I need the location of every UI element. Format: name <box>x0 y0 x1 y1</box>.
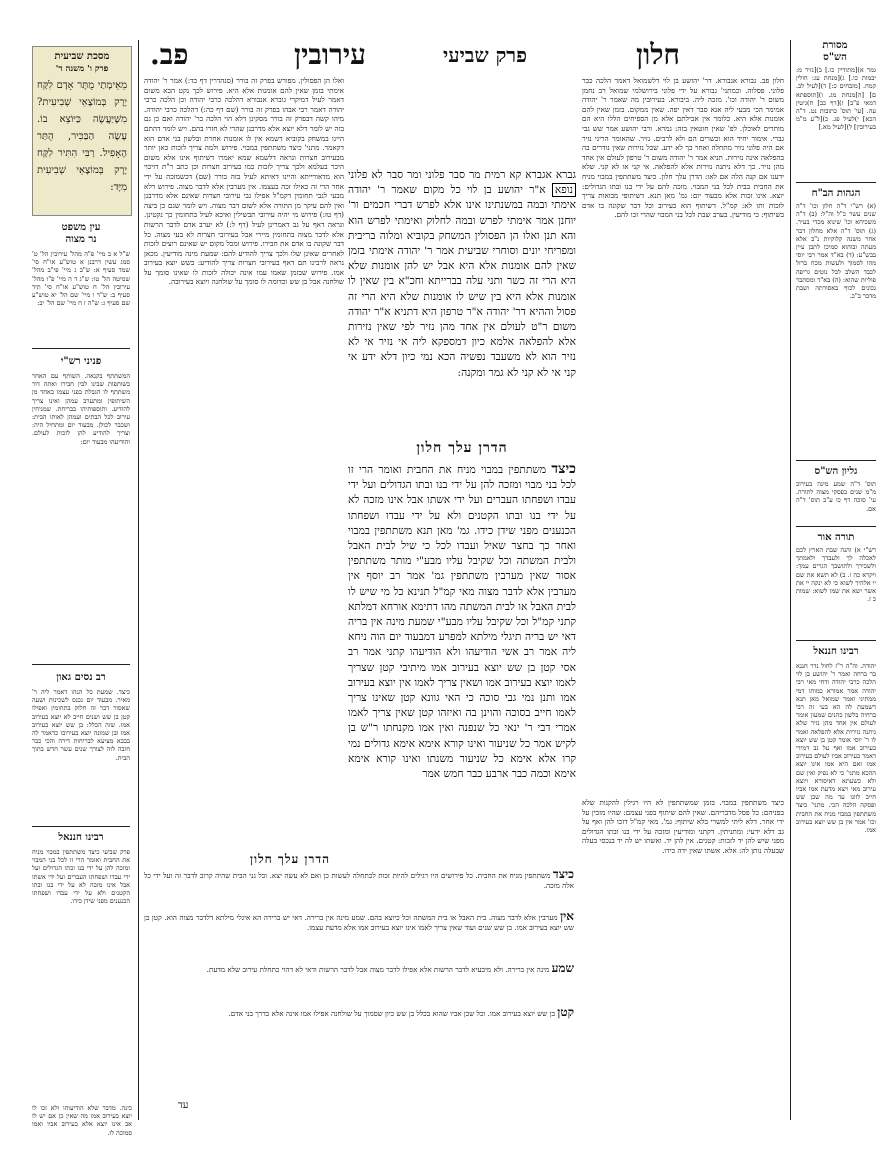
torah-or: רש"י א) והנה שבת הארץ לכם לאכלה לך ולעבדך ולאמתך ולשכירך ולתושבך הגרים עמך: ויקרא כה ו. ב) לא תשא את שם יי אלהיך לשוא כי לא ינקה יי את אשר ישא את שמו לשוא: שמות כ ז. <box>796 546 876 604</box>
mishna-box-text: מֵאֵימָתַי מֻתָּר אָדָם לִקַּח יָרָק בְּמוֹצָאֵי שְׁבִיעִית? מִשֶּׁיַּעֲשֶׂה כַּיּוֹצֵא בוֹ. עָשָׂה הַבַּכִּיר, הֻתַּר הָאָפִיל. רַבִּי הִתִּיר לִקַּח יָרָק בְּמוֹצָאֵי שְׁבִיעִית מִיָּד: <box>37 80 127 193</box>
gemara-main-text-top <box>348 168 576 378</box>
rabbeinu-chananel: יהודה. וה"ה ר"ז לחול נדר חננא בר ברחה ואמר ר' יהושע בן לוי הלכה כרבי יהודה ודחי מאי רבי יהודה אמר אמורא כמותו דמי ממתיני ואמר שמואל מאן תנא דשמעת לה הא בעי זה רבי ברחיה בלשון כהנים שמעון אומר לעולם אין אחד מהן נזיר שלא ניתנה נזירות אלא להפלאה ואמר לו ר' יוסי אומר קטן בן שש יוצא בעירוב אמו ואף על גב דמידי דאמר בעירוב אביו לעולם בעירוב אמו ואם היא אמו אינו יוצא ההכא מתני' כי לא נפיק ואין שם ולא כשעתא דאיסורא ויוצא עירוב מאי ויצא מדעת אמו אביו חייב לזונו עד מה שבן שש ופסקה הלכה הכי. מתני' כיצד משתתפין במבוי מניח את החבית וכו' אמר אין בן שש יוצא בעירוב אמו. <box>796 662 876 835</box>
gemara-text-before-box: גברא אגברא קא רמית מר סבר פלוני ומר סבר לא פלוני <box>348 169 576 181</box>
gemara-text: גמ' מאן תנא משתתפין במבוי ואחר כך בחצר שאיל ועבדו לכל כי שיל לבית האבל ולבית המשתה וכל שקיבל עליו מבע"י מותר משתתפין אסור שאין מערבין משתתפין גמ' אמר רב יוסף אין מערבין אלא לדבר מצוה מאי קמ"ל תנינא כל מי שיש לו לבית האבל או לבית המשתה מהו דתימא אורחא דמלתא קתני קמ"ל וכל שקיבל עליו מבע"י שמעת מינה אין בריה דאי יש בריה תיגלי מילתא למפרע דמבעוד יום הוה ניחא ליה אמר רב אשי הודיעהו ולא הודיעהו קתני אמר רב אסי קטן בן שש יוצא בעירוב אמו מיתיבי קטן שצריך לאמו יוצא בעירוב אמו ושאין צריך לאמו אין יוצא בעירוב אמו ותנן נמי גבי סוכה כי האי גוונא קטן שאינו צריך לאמו חייב בסוכה והוינן בה ואיזהו קטן שאין צריך לאמו אמרי דבי ר' ינאי כל שנפנה ואין אמו מקנחתו ר"ש בן לקיש אמר כל שניעור ואינו קורא אימא אימא גדולים נמי קרו אלא אימא כל שניעור משנתו ואינו קורא אימא אימא וכמה כבר ארבע כבר חמש אמר <box>348 524 576 781</box>
ein-mishpat-title: עין משפט נר מצוה <box>61 222 101 245</box>
hagahot-habach: (א) רש"י ד"ה חלון וכו' ד"ה שנים עשר כ"ל וה"ל: (ב) ד"ה משכיחא וכו' שינוא מכדי בעיר. (ג) תוס' ד"ה אלא מחלון דבר אחר משנה קלוקיות נ"ב אלא מעתה ובוהוא סמיכו לתבן עיין בבש"ע: (ד) בא"ד אמר רבי יוסי מהו לסמוך ולעשות מכח ברזל לכבד השלב לבל נוטים גריפה פוליות שהוא: (ה) בא"ד ומסתבר נכונים לכוף באסורתה ושבת מדבר ב"כ. <box>796 202 876 301</box>
amud-b-lead: אין <box>560 909 574 923</box>
pereq-header-number: חלון <box>636 38 680 71</box>
mishna-reference-box <box>32 46 132 216</box>
torah-or-title: תורה אור <box>817 532 855 543</box>
shema-text: מינה אין ברירה. ולא מיבעיא לדבר הרשות אלא אפילו לדבר מצוה אבל לדבר הרשות ודאי לא דהוי כתחלת עירוב שלא מדעת. <box>206 965 550 974</box>
katan-lead: קטן <box>557 1005 574 1019</box>
lower-mishna-lead: כיצד <box>552 867 574 881</box>
mishna-text: משתתפין במבוי מניח את החבית ואומר הרי זו לכל בני מבוי ומזכה להן על ידי בנו ובתו הגדולים ועל ידי עבדו ושפחתו העברים ועל ידי אשתו אבל אינו מזכה לא על ידי בנו ובתו הקטנים ולא על ידי עבדו ושפחתו הכנענים מפני שידן כידו. <box>348 464 576 537</box>
hadran-chalon: הדרן עלך חלון <box>416 440 508 456</box>
lower-mishna-text: משתתפין מניח את החבית. כל פירושים היו רגילים להיות זכות לכתחלה לעשות כן ואם לא עשה יצא. וכל גני הבית שהיה קרוב לדבר זה ועל ידי כל אלה מזכה. <box>144 871 574 890</box>
rabbeinu-chananel2-title: רבינו חננאל <box>58 832 104 843</box>
rav-nissim-title: רב נסים גאון <box>56 672 106 683</box>
lower-mishna-commentary <box>144 867 574 908</box>
shema-mina-commentary <box>144 961 574 1004</box>
tractate-name: עירובין <box>293 38 367 71</box>
gilyon-hashas: תוס' ד"ה שמע מינה בעירוב מ"מ שנים בפסקי מצוה לתורה. עי' סוכה דף כו ע"ב תוס' ד"ה אם. <box>796 480 876 513</box>
hagahot-title: הגהות הב"ח <box>811 188 861 199</box>
rav-nissim-gaon: כיצד. שמעת כל הנהו דאמר ליה ר' מאיר. מבעוד יום נכנס לשכינות ושעה שאסור דבר זה חלוק בתחומין ואפילו קטן בן שש ושנים חייב לא יוצא בעירוב אמו. שזה הכלל: בן שש יוצא בעירוב אמו ובן שמונה יוצא בעירובו כדאמר לה בבבא מציעא לבריחות דירה והכי כבר חובה לזה לצורך שנים עשר חדש בתוך הבית. <box>32 688 130 762</box>
amud-b-commentary <box>144 909 574 960</box>
rashi-lower: כיצד משתתפין במבוי. בזמן שמשתתפין לא היו רגילין להקנות שלא בפניהם: כל פסל מדבריהם. שאין להם שיתוף בפני עצמם: שהיו מזכין על ידי אחר. דלא ליתי למשרי בלא שיתוף: גמ'. מאי קמ"ל דזכו להן ואף על גב דלא ידעי: ומתניתין. דקתני ומודיעין ומזכה על ידי בנו ובתו הגדולים מפני שיש להן יד לזכות: קטנים. אין להן יד. ואשתו יש לה יד בנכסי בעלה שבעלה נותן לה: אלא. אשתו שאין ידה כידו. <box>582 798 784 855</box>
ein-mishpat: ש"ל א ב מיי' פ"ה מהל' עירובין הל' ט' סמג עשין דרבנן א טוש"ע או"ח סי' שמד סעיף א: ש"ב ג מיי' פי"ב מהל' שמיטה הל' טו: ש"ג ד ה מיי' פ"ו מהל' עירובין הל' ח טוש"ע או"ח סי' תיד סעיף ב: ש"ד ו מיי' שם הל' יא טוש"ע שם סעיף ג: ש"ה ז ח מיי' שם הל' יב: <box>32 250 130 308</box>
mishna-box-subtitle: פרק ו' משנה ד' <box>55 64 109 74</box>
shema-lead: שמע <box>551 961 574 975</box>
pereq-title: פרק שביעי <box>443 43 527 67</box>
mishna-lead-word: כיצד <box>551 461 576 477</box>
rabbeinu-chananel-left: פרק שביעי כיצד משתתפין במבוי מניח את החבית ואומר הרי זו לכל בני המבוי ומזכה להן על ידי בנו ובתו הגדולים ועל ידי עבדו ושפחתו העברים ועל ידי אשתו אבל אינו מזכה לא על ידי בנו ובתו הקטנים ולא על ידי עבדו ושפחתו הכנענים מפני שידן כידו. <box>32 848 130 906</box>
mesoret-title: מסורת הש"ס <box>822 40 848 63</box>
mishna-box-title: מסכת שביעית <box>54 51 110 62</box>
footer-page-marker: עד <box>178 1100 189 1111</box>
gemara-mishna-and-gemara <box>348 462 576 842</box>
mesoret-hashas: גמר א)[מתודיין כו.] ב)[נזיר מ: יבמות כו.] ג)[מנחת עג: חולין קמח. [מזבחים כ:] ד)[לעיל לב. ם] [ה]מנחת מג. ו)[תוספתא דמאי פ"ב] ז)[דף כב] ח)גיטין עה. [עי' תוס' כתובות נט. ד"ה הכא] י)לעיל פג. כ)[ל"ע מ"מ בעירובין] ל)[לעיל מא.] <box>796 66 876 132</box>
page-number: פב. <box>150 38 189 71</box>
gemara-boxed-word: נופא <box>552 183 576 197</box>
penei-rashi: המשתתף בקנאה. השותף עם האחר בשותפות שבינו לבין חבירו ואתה דור משתתף לו הגבלת בפני עצמו באחד מן השיתופין ומתערב עמהן ואינו צריך להודיע. ותוספותיהו בבריחת. שמניחין עירוב לכל הבתים ועמהן לאותו הבית: ושכבר לכולן. מבעוד יום ומתחיל היה: וצריך להודיע להן לזכות לעולם. והודיעהו מבעוד יום: <box>32 372 130 446</box>
hadran-chalon-2: הדרן עלך חלון <box>249 852 331 866</box>
rashi-commentary: חלון פב. גבורא אנבורא. דר' יהושע בן לוי דלשמואל דאמר הלכה כבר פלוני. פסלוה. וכמתני' גבורא על ידי פלוני בירושלמי שמואל רב נחמן משום ר' יהודה וכו'. מזכה ליה. ביבורא. בעירובין מה שאמר ר' יהודה אמימר הכי מבעי ליה אנא סבר דאין יפה. שאין ממקום. בזמן שאין להם אומנות אלא היא. כלומר אין אכילתם אלא מן הספיחים הללו היא הם מותרים לאוכלן. לפ' שאין חוטאין בזה: גמרא. ורבי יהושע אמר שש גבי גברי. אימור יחיד הוא וכשרים הם ולא לרבים. נזיר. שהאומר הריני נזיר אם היה פלוני נזיר מתחלה ואחר כך לא ידע. שכל נזירות שאין נודרים בה בהפלאה אינה נזירות. תניא אמר ר' יהודה משום ר' טרפון לעולם אין אחד מהן נזיר. כך דלא ניתנה נזירות אלא להפלאה. אי קני או לא קני. שלא ידענו אם קנה הלה אם לאו: הדרן עלך חלון. כיצד משתתפין במבוי מניח את החבית בבית לכל בני המבוי. מזכה להם על ידי בנו ובתו הגדולים: יוצא. אינו זכות אלא מבעוד יום: גמ' מאן תנא. דשיתופי מבואות צריך לזכות ותו לא: קמ"ל. דשיתוף הוא כעירוב וכל דבר שקונה בו אדם בשיתוף: כי מודיעין. בערב שבת לכל בני המבוי שהרי זכו להם. <box>582 76 784 220</box>
gilyon-title: גליון הש"ס <box>814 466 858 477</box>
bottom-note: כינה. מדבר שלא הודיעוהו ולא זכו לו יוצא בעירוב אמו מה שאין כן אם יש לו אב אינו יוצא אלא בעירוב אביו ואמו סמוכה לו. <box>32 1104 132 1137</box>
katan-commentary <box>144 1005 574 1048</box>
tosafot-commentary: ואלו הן הפסולין. מפורש בפרק זה בורר (סנהדרין דף כד:) אמר ר' יהודה אימתי בזמן שאין להם אומנות אלא היא. פירוש לכך נקט הכא משום דאמר לעיל דמיקרי גוברא אנבורא דהלכה כרבי יהודה וכן הלכה כרבי יהודה דאמר רבי אבהו בפרק זה בורר (שם דף כה:) דהלכה כרבי יהודה. מיהו קשה דבפרק זה בורר מסקינן דלא הוי הלכה כר' יהודה ואם כן גם בזה יש לומר דלא יוצא אלא מדרבנן שהרי לא חזרו בהם. ויש לומר דהתם היינו במשחק בקוביא דשמא אין לו אומנות אחרת ובלשון בני אדם הוא דקאמר. מתני' כיצד משתתפין במבוי. פירוש ולמה צריך לזכות כאן יותר מבעירוב חצרות ונראה דלשמא שמא יאמרו דשיתוף אינו אלא משום היכר בעלמא ולכך צריך לזכות כמו בעירוב חצרות וכן כתב ר"ת דזיכוי הוא מדאורייתא והיינו דאיתא לעיל בזה בורר (שם) דכשמזכה על ידי אחר הרי זה כאילו זכה בעצמו. אין מערבין אלא לדבר מצוה. פירוש דלא מבעי לגבי תחומין דקמ"ל אפילו גבי עירובי חצרות שאינם אלא מדרבנן ואין להם עיקר מן התורה אלא לשום דבר מצוה. ויש לומר שגם כן ביצה (דף טז:) פירוש מי יהיה עירובי תבשילין ואיכא לעיל בתחומין כך נקטינן. ונראה דאף על גב דאמרינן לעיל (דף ל:) לא יערב אדם לדבר הרשות אלא לדבר מצוה בתחומין מיירי אבל בעירובי חצרות לא בעי מצוה. כל דבר שקונה בו אדם את חבירו. פירוש ומכל מקום יש שאינם רוצים לזכות לאחרים שאינן שלו ולכך צריך להודיע להם: שמעת מינה מודיעין. מכאן נראה לרבינו תם דאף בעירובי חצרות צריך להודיע: בשש יוצא בעירוב אמו. פירוש שבזמן שאמו עמו אינה יכולה לזכות לו שאינו סומך על שולחנה אבל בן שש וכדומה לו סומך על שולחנה ויוצא בעירובה. <box>144 76 344 287</box>
rabbeinu-chananel-title: רבינו חננאל <box>813 646 859 657</box>
katan-text: בן שש יוצא בעירוב אמו. וכל שכן אביו שהוא בכלל בן שש כיון שסמוך על שולחנה אפילו אמו אינה אלא כדרך בני אדם. <box>228 1009 555 1018</box>
gemara-text-after-box: א"ר יהושע בן לוי כל מקום שאמר ר' יהודה אימתי ובמה במשנתינו אינו אלא לפרש דברי חכמים ור' יוחנן אמר אימתי לפרש ובמה לחלוק ואימתי לפרש הוא והא תנן ואלו הן הפסולין המשחק בקוביא ומלוה בריבית ומפריחי יונים וסוחרי שביעית אמר ר' יהודה אימתי בזמן שאין להם אומנות אלא היא אבל יש להן אומנות שלא היא הרי זה כשר ותני עלה בברייתא וחכ"א בין שאין לו אומנות אלא היא בין שיש לו אומנות שלא היא הרי זה פסול וההיא דר' יהודה א"ר טרפון היא דתניא א"ר יהודה משום ר"ט לעולם אין אחד מהן נזיר לפי שאין נזירות אלא להפלאה אלמא כיון דמספקא ליה אי נזיר אי לא נזיר הוא לא משעבד נפשיה הכא נמי כיון דלא ידע אי קני אי לא קני לא גמר ומקנה: <box>348 184 576 379</box>
penei-rashi-title: פניני רש"י <box>60 356 102 367</box>
amud-b-text: מערבין אלא לדבר מצוה. בית האבל או בית המשתה וכל כיוצא בהם. שמע מינה אין ברירה. דאי יש ברירה הא איגלי מילתא דלדבר מצוה הוא. קטן בן שש יוצא בעירוב אמו. בן שש שנים ועוד שאין צריך לאמו אינו יוצא בעירוב אמו אלא מדעת עצמו. <box>144 913 574 932</box>
